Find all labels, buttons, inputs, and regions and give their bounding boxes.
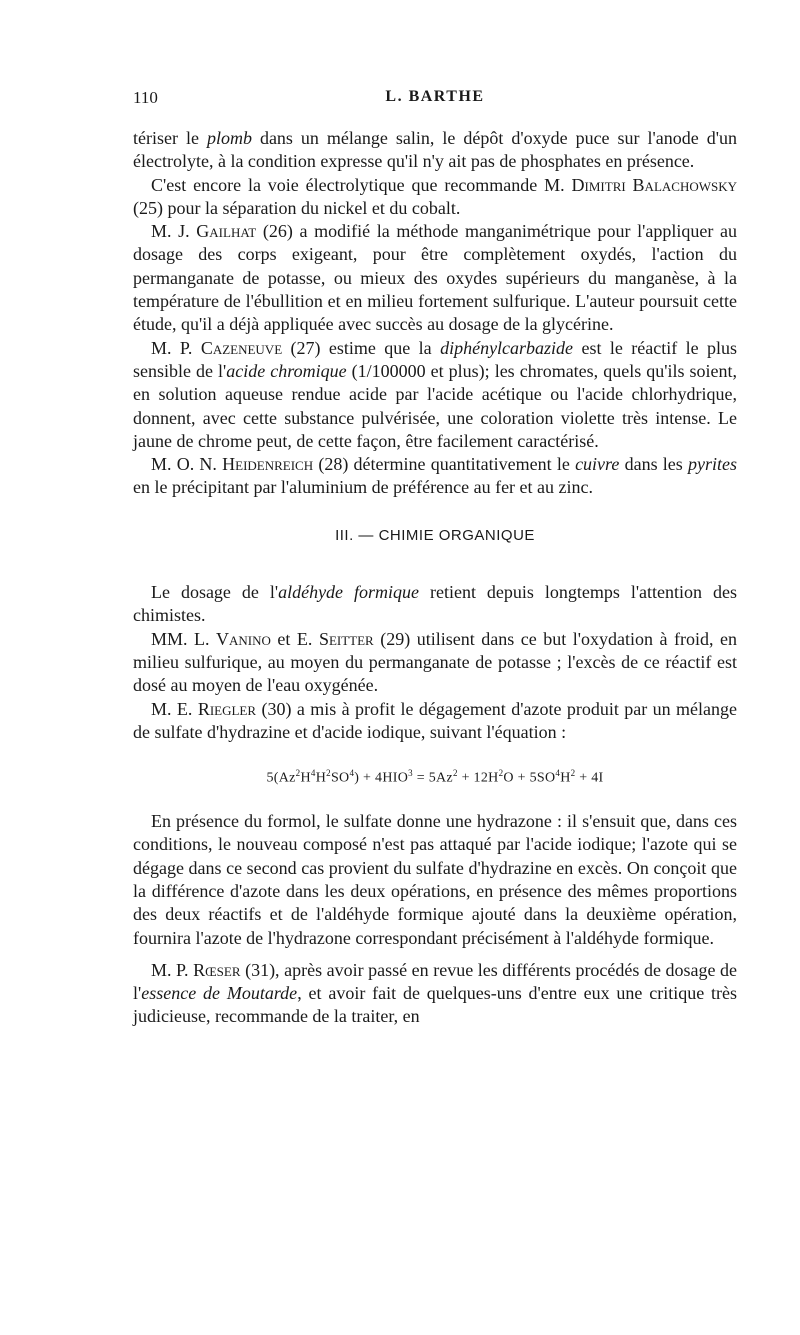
paragraph-4: M. P. Cazeneuve (27) estime que la diphénylcarbazide est le réactif le plus sensible de l'acide chromique (1/100000 et plus); les chromates, quels qu'ils soient, en solution aqueuse rendue acide par l'acide acétique ou l'acide chlorhydrique, donnent, avec cette substance pulvérisée, une coloration violette très intense. Le jaune de chrome peut, de cette façon, être facilement caractérisé. (133, 337, 737, 451)
paragraph-2: C'est encore la voie électrolytique que recommande M. Dimitri Balachowsky (25) pour la séparation du nickel et du cobalt. (133, 174, 738, 218)
equation: $5(Az^2H^4H^2SO^4) + 4HIO^3 = 5Az^2 + 12H^2O + 5SO^4H^2 + 4I$ (266, 768, 604, 786)
page-number: 110 (133, 88, 158, 107)
paragraph-9: En présence du formol, le sulfate donne une hydrazone : il s'ensuit que, dans ces conditions, le nouveau composé n'est pas attaqué par l'acide iodique; l'azote qui se dégage dans ce second cas provient du sulfate d'hydrazine en excès. On conçoit que la différence d'azote dans les deux opérations, en présence des mêmes proportions des deux réactifs et de l'aldéhyde formique ajouté dans la deuxième opération, fournira l'azote de l'hydrazone correspondant précisément à l'aldéhyde formique. (133, 811, 737, 948)
paragraph-10: M. P. Rœser (31), après avoir passé en revue les différents procédés de dosage de l'essence de Moutarde, et avoir fait de quelques-uns d'entre eux une critique très judicieuse, recommande de la traiter, en (133, 959, 738, 1027)
paragraph-3: M. J. Gailhat (26) a modifié la méthode manganimétrique pour l'appliquer au dosage des corps exigeant, pour être complètement oxydés, l'action du permanganate de potasse, ou mieux des oxydes supérieurs du manganèse, à la température de l'ébullition et en milieu fortement sulfurique. L'auteur poursuit cette étude, qu'il a déjà appliquée avec succès au dosage de la glycérine. (133, 221, 738, 335)
paragraph-8: M. E. Riegler (30) a mis à profit le dégagement d'azote produit par un mélange de sulfate d'hydrazine et d'acide iodique, suivant l'équation : (133, 698, 738, 742)
paragraph-7: MM. L. Vanino et E. Seitter (29) utilisent dans ce but l'oxydation à froid, en milieu sulfurique, au moyen du permanganate de potasse ; l'excès de ce réactif est dosé au moyen de l'eau oxygénée. (133, 628, 737, 696)
paragraph-6: Le dosage de l'aldéhyde formique retient depuis longtemps l'attention des chimistes. (133, 582, 737, 626)
paragraph-1: tériser le plomb dans un mélange salin, le dépôt d'oxyde puce sur l'anode d'un électrolyte, à la condition expresse qu'il n'y ait pas de phosphates en présence. (133, 128, 737, 172)
paragraph-5: M. O. N. Heidenreich (28) détermine quantitativement le cuivre dans les pyrites en le précipitant par l'aluminium de préférence au fer et au zinc. (133, 454, 737, 498)
running-head: L. BARTHE (385, 88, 485, 105)
page-body (133, 127, 737, 1029)
section-title: III. — CHIMIE ORGANIQUE (335, 526, 535, 544)
page-header (133, 88, 737, 112)
